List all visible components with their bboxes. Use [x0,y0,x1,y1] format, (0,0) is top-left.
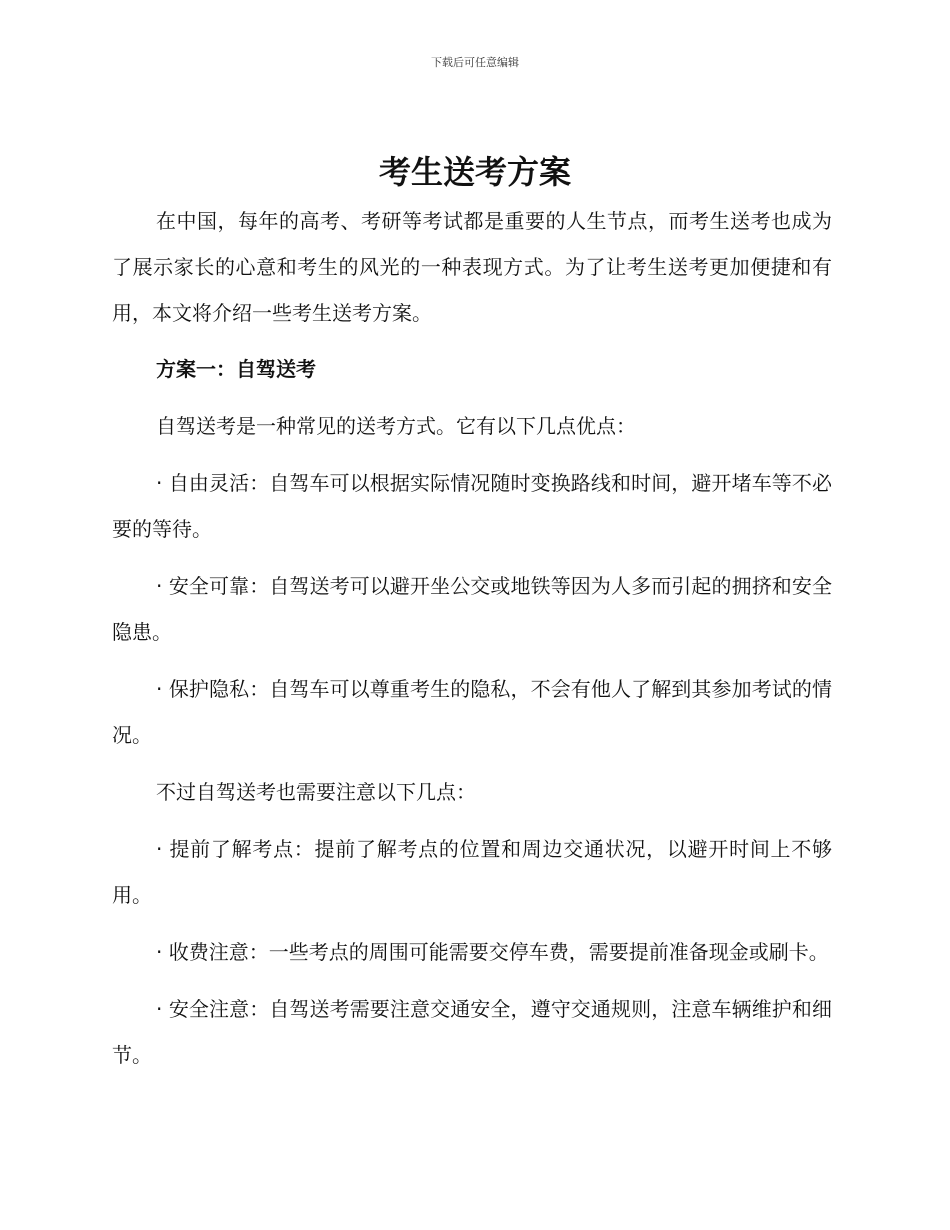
advantage-item: · 安全可靠：自驾送考可以避开坐公交或地铁等因为人多而引起的拥挤和安全隐患。 [112,574,832,644]
caution-item: · 提前了解考点：提前了解考点的位置和周边交通状况，以避开时间上不够用。 [112,837,832,907]
section-heading-self-drive: 方案一：自驾送考 [156,357,316,381]
advantages-lead: 自驾送考是一种常见的送考方式。它有以下几点优点： [156,414,636,438]
advantage-item: · 保护隐私：自驾车可以尊重考生的隐私，不会有他人了解到其参加考试的情况。 [112,677,832,747]
intro-paragraph: 在中国，每年的高考、考研等考试都是重要的人生节点，而考生送考也成为了展示家长的心意和考生的风光的一种表现方式。为了让考生送考更加便捷和有用，本文将介绍一些考生送考方案。 [112,209,832,325]
advantage-item: · 自由灵活：自驾车可以根据实际情况随时变换路线和时间，避开堵车等不必要的等待。 [112,471,832,541]
page-header-note: 下载后可任意编辑 [431,56,519,69]
cautions-lead: 不过自驾送考也需要注意以下几点： [156,780,476,804]
document-title: 考生送考方案 [378,153,571,191]
document-body [112,198,832,1078]
caution-item: · 收费注意：一些考点的周围可能需要交停车费，需要提前准备现金或刷卡。 [156,940,829,964]
caution-item: · 安全注意：自驾送考需要注意交通安全，遵守交通规则，注意车辆维护和细节。 [112,997,832,1067]
